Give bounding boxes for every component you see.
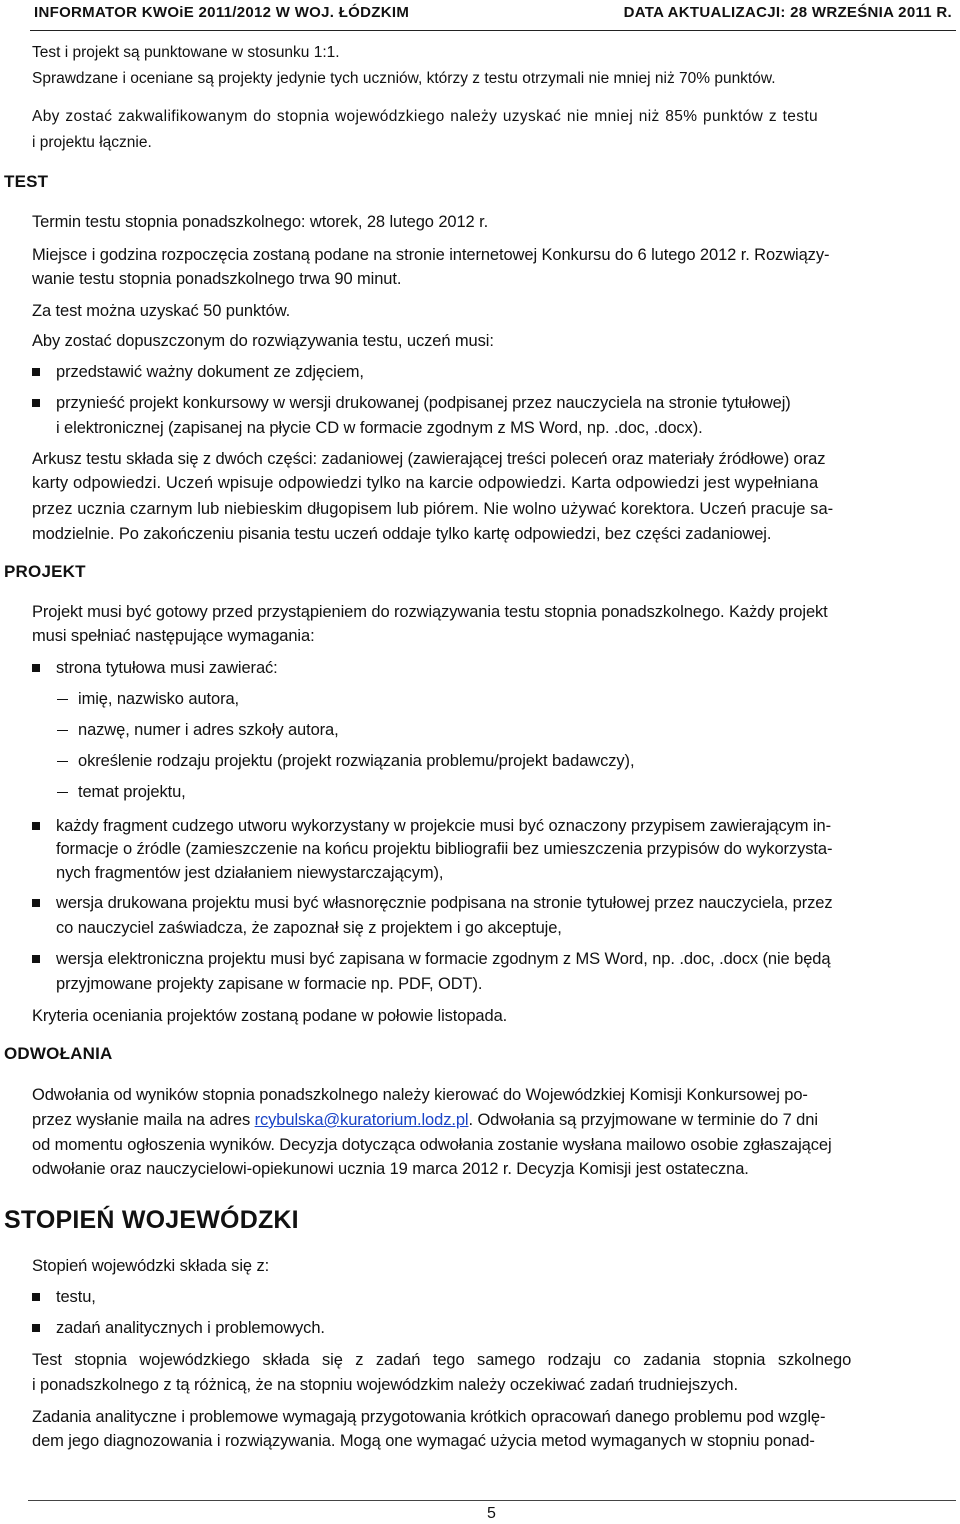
arkusz-line: przez ucznia czarnym lub niebieskim długopisem lub piórem. Nie wolno używać korektora. Uczeń pracuje sa- (32, 500, 834, 518)
intro-line: Test i projekt są punktowane w stosunku 1:1. (32, 44, 340, 61)
arkusz-line: Arkusz testu składa się z dwóch części: zadaniowej (zawierającej treści poleceń oraz materiały źródłowe) oraz (32, 450, 826, 468)
dash-icon (57, 761, 68, 762)
intro-line: Sprawdzane i oceniane są projekty jedynie tych uczniów, którzy z testu otrzymali nie mniej niż 70% punktów. (32, 70, 776, 87)
running-header-left: INFORMATOR KWOiE 2011/2012 W WOJ. ŁÓDZKIM (34, 4, 410, 21)
odwolania-line: odwołanie oraz nauczycielowi-opiekunowi ucznia 19 marca 2012 r. Decyzja Komisji jest ostateczna. (32, 1160, 749, 1178)
arkusz-line: modzielnie. Po zakończeniu pisania testu uczeń oddaje tylko kartę odpowiedzi, bez części zadaniowej. (32, 525, 772, 543)
arkusz-line: karty odpowiedzi. Uczeń wpisuje odpowiedzi tylko na karcie odpowiedzi. Karta odpowiedzi jest wypełniana (32, 474, 819, 492)
bullet-icon (32, 955, 40, 963)
kryteria-line: Kryteria oceniania projektów zostaną podane w połowie listopada. (32, 1007, 508, 1025)
list-item: strona tytułowa musi zawierać: (56, 659, 278, 677)
list-item-continuation: i elektronicznej (zapisanej na płycie CD w formacie zgodnym z MS Word, np. .doc, .docx). (56, 419, 703, 437)
bullet-icon (32, 664, 40, 672)
dash-icon (57, 730, 68, 731)
wojewodzki-line: Test stopnia wojewódzkiego składa się z zadań tego samego rodzaju co zadania stopnia szkolnego (32, 1351, 852, 1369)
wojewodzki-intro: Stopień wojewódzki składa się z: (32, 1257, 270, 1275)
odwolania-line: od momentu ogłoszenia wyników. Decyzja dotycząca odwołania zostanie wysłana mailowo osobie zgłaszającej (32, 1136, 832, 1154)
email-link[interactable]: rcybulska@kuratorium.lodz.pl (254, 1111, 469, 1129)
list-item-continuation: formacje o źródle (zamieszczenie na końcu projektu bibliografii bez umieszczenia przypisów do wykorzysta- (56, 840, 833, 858)
odwolania-line (32, 1107, 818, 1133)
header-rule (30, 30, 956, 31)
bullet-icon (32, 368, 40, 376)
dash-icon (57, 792, 68, 793)
list-item-continuation: co nauczyciel zaświadcza, że zapoznał się z projektem i go akceptuje, (56, 919, 562, 937)
odwolania-text: przez wysłanie maila na adres (32, 1111, 255, 1129)
running-header-right: DATA AKTUALIZACJI: 28 WRZEŚNIA 2011 R. (623, 4, 952, 21)
projekt-line: musi spełniać następujące wymagania: (32, 627, 315, 645)
sub-list-item: imię, nazwisko autora, (78, 690, 240, 708)
test-line: Termin testu stopnia ponadszkolnego: wtorek, 28 lutego 2012 r. (32, 213, 489, 231)
section-heading-odwolania: ODWOŁANIA (4, 1044, 113, 1063)
test-line: wanie testu stopnia ponadszkolnego trwa 90 minut. (32, 270, 402, 288)
bullet-icon (32, 1293, 40, 1301)
list-item-continuation: nych fragmentów jest działaniem niewystarczającym), (56, 864, 444, 882)
section-heading-wojewodzki: STOPIEŃ WOJEWÓDZKI (4, 1206, 299, 1234)
list-item: zadań analitycznych i problemowych. (56, 1319, 325, 1337)
list-item: każdy fragment cudzego utworu wykorzystany w projekcie musi być oznaczony przypisem zawierającym in- (56, 817, 831, 835)
list-item: przynieść projekt konkursowy w wersji drukowanej (podpisanej przez nauczyciela na stronie tytułowej) (56, 394, 791, 412)
test-line: Miejsce i godzina rozpoczęcia zostaną podane na stronie internetowej Konkursu do 6 lutego 2012 r. Rozwiązy- (32, 246, 830, 264)
wojewodzki-line: i ponadszkolnego z tą różnicą, że na stopniu wojewódzkim należy oczekiwać zadań trudniejszych. (32, 1376, 738, 1394)
test-line: Aby zostać dopuszczonym do rozwiązywania testu, uczeń musi: (32, 332, 494, 350)
wojewodzki-line: dem jego diagnozowania i rozwiązywania. Mogą one wymagać użycia metod wymaganych w stopniu ponad- (32, 1432, 815, 1450)
list-item: przedstawić ważny dokument ze zdjęciem, (56, 363, 364, 381)
odwolania-text: . Odwołania są przyjmowane w terminie do 7 dni (468, 1111, 818, 1129)
bullet-icon (32, 399, 40, 407)
bullet-icon (32, 899, 40, 907)
intro-line: i projektu łącznie. (32, 134, 152, 151)
wojewodzki-line: Zadania analityczne i problemowe wymagają przygotowania krótkich opracowań danego problemu pod wzglę- (32, 1408, 826, 1426)
bullet-icon (32, 822, 40, 830)
projekt-line: Projekt musi być gotowy przed przystąpieniem do rozwiązywania testu stopnia ponadszkolnego. Każdy projekt (32, 603, 828, 621)
sub-list-item: temat projektu, (78, 783, 186, 801)
page-number: 5 (487, 1505, 496, 1522)
section-heading-projekt: PROJEKT (4, 562, 86, 581)
dash-icon (57, 699, 68, 700)
list-item: wersja drukowana projektu musi być własnoręcznie podpisana na stronie tytułowej przez nauczyciela, przez (56, 894, 833, 912)
section-heading-test: TEST (4, 172, 49, 191)
list-item-continuation: przyjmowane projekty zapisane w formacie np. PDF, ODT). (56, 975, 483, 993)
odwolania-line: Odwołania od wyników stopnia ponadszkolnego należy kierować do Wojewódzkiej Komisji Konkursowej po- (32, 1086, 808, 1104)
sub-list-item: nazwę, numer i adres szkoły autora, (78, 721, 339, 739)
intro-line: Aby zostać zakwalifikowanym do stopnia wojewódzkiego należy uzyskać nie mniej niż 85% punktów z testu (32, 108, 818, 125)
bullet-icon (32, 1324, 40, 1332)
list-item: wersja elektroniczna projektu musi być zapisana w formacie zgodnym z MS Word, np. .doc, .docx (nie będą (56, 950, 831, 968)
list-item: testu, (56, 1288, 96, 1306)
test-line: Za test można uzyskać 50 punktów. (32, 302, 291, 320)
footer-rule (28, 1500, 956, 1501)
sub-list-item: określenie rodzaju projektu (projekt rozwiązania problemu/projekt badawczy), (78, 752, 635, 770)
